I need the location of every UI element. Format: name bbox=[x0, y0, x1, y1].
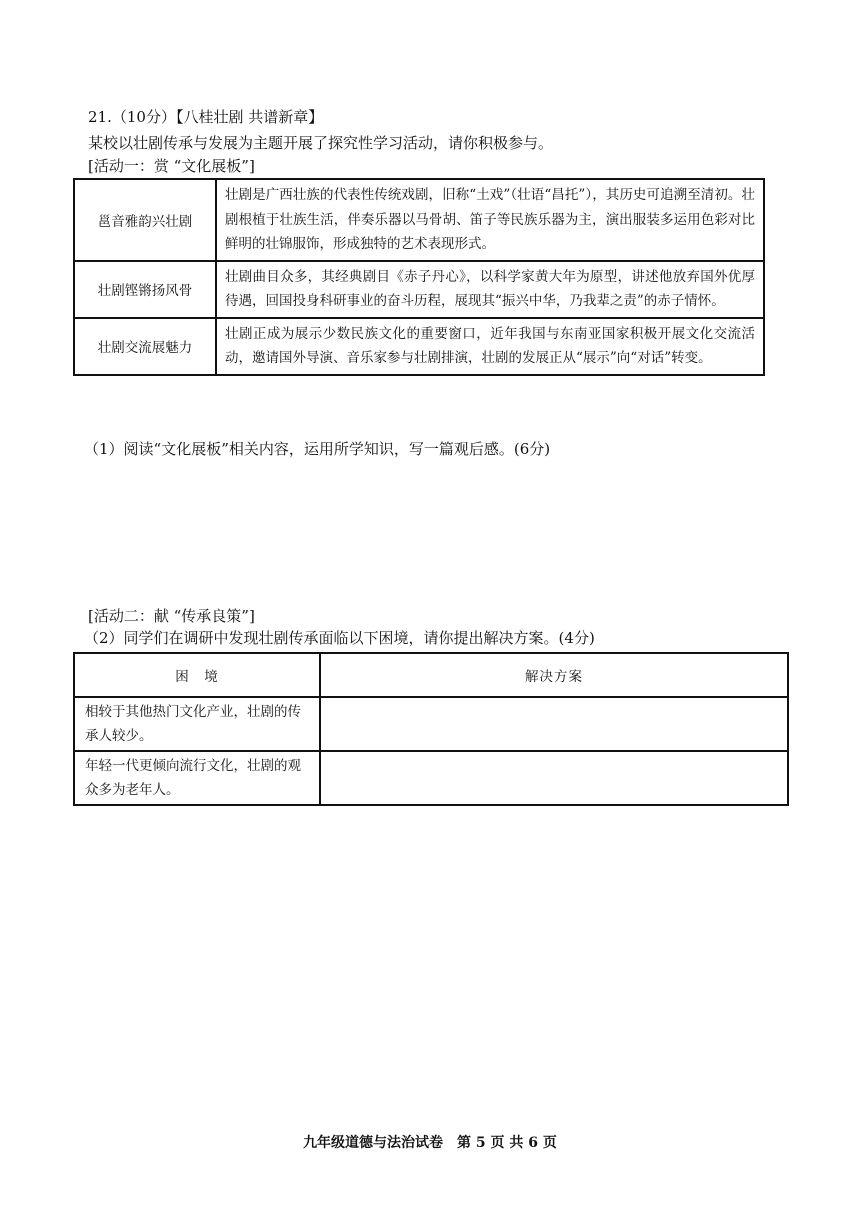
question-2: （2）同学们在调研中发现壮剧传承面临以下困境，请你提出解决方案。(4分) bbox=[84, 629, 595, 647]
question-title: 21.（10分）【八桂壮剧 共谱新章】 bbox=[88, 108, 324, 126]
row-label: 邕音雅韵兴壮剧 bbox=[74, 179, 216, 261]
activity2-heading: [活动二：献 “传承良策”] bbox=[88, 607, 255, 625]
activity1-heading: [活动一：赏 “文化展板”] bbox=[88, 157, 255, 175]
problem-cell: 年轻一代更倾向流行文化，壮剧的观众多为老年人。 bbox=[74, 751, 320, 805]
row-text: 壮剧是广西壮族的代表性传统戏剧，旧称“土戏”（壮语“昌托”），其历史可追溯至清初。壮剧根植于壮族生活，伴奏乐器以马骨胡、笛子等民族乐器为主，演出服装多运用色彩对比鲜明的壮锦服饰，形成独特的艺术表现形式。 bbox=[216, 179, 764, 261]
row-label: 壮剧交流展魅力 bbox=[74, 318, 216, 375]
row-text: 壮剧正成为展示少数民族文化的重要窗口，近年我国与东南亚国家积极开展文化交流活动，邀请国外导演、音乐家参与壮剧排演，壮剧的发展正从“展示”向“对话”转变。 bbox=[216, 318, 764, 375]
column-header-solution: 解决方案 bbox=[320, 653, 788, 697]
question-intro: 某校以壮剧传承与发展为主题开展了探究性学习活动，请你积极参与。 bbox=[88, 134, 554, 152]
question-1: （1）阅读“文化展板”相关内容，运用所学知识，写一篇观后感。(6分) bbox=[84, 440, 551, 458]
solution-table bbox=[73, 652, 789, 806]
table-header-row bbox=[74, 653, 788, 697]
table-row bbox=[74, 751, 788, 805]
problem-cell: 相较于其他热门文化产业，壮剧的传承人较少。 bbox=[74, 697, 320, 751]
table-row bbox=[74, 697, 788, 751]
table-row bbox=[74, 179, 764, 261]
table-row bbox=[74, 318, 764, 375]
culture-board-table bbox=[73, 178, 765, 376]
solution-answer-cell[interactable] bbox=[320, 697, 788, 751]
row-label: 壮剧铿锵扬风骨 bbox=[74, 261, 216, 318]
solution-answer-cell[interactable] bbox=[320, 751, 788, 805]
table-row bbox=[74, 261, 764, 318]
row-text: 壮剧曲目众多，其经典剧目《赤子丹心》，以科学家黄大年为原型，讲述他放弃国外优厚待遇，回国投身科研事业的奋斗历程，展现其“振兴中华，乃我辈之责”的赤子情怀。 bbox=[216, 261, 764, 318]
page-footer: 九年级道德与法治试卷 第 5 页 共 6 页 bbox=[303, 1135, 557, 1151]
column-header-problem: 困 境 bbox=[74, 653, 320, 697]
